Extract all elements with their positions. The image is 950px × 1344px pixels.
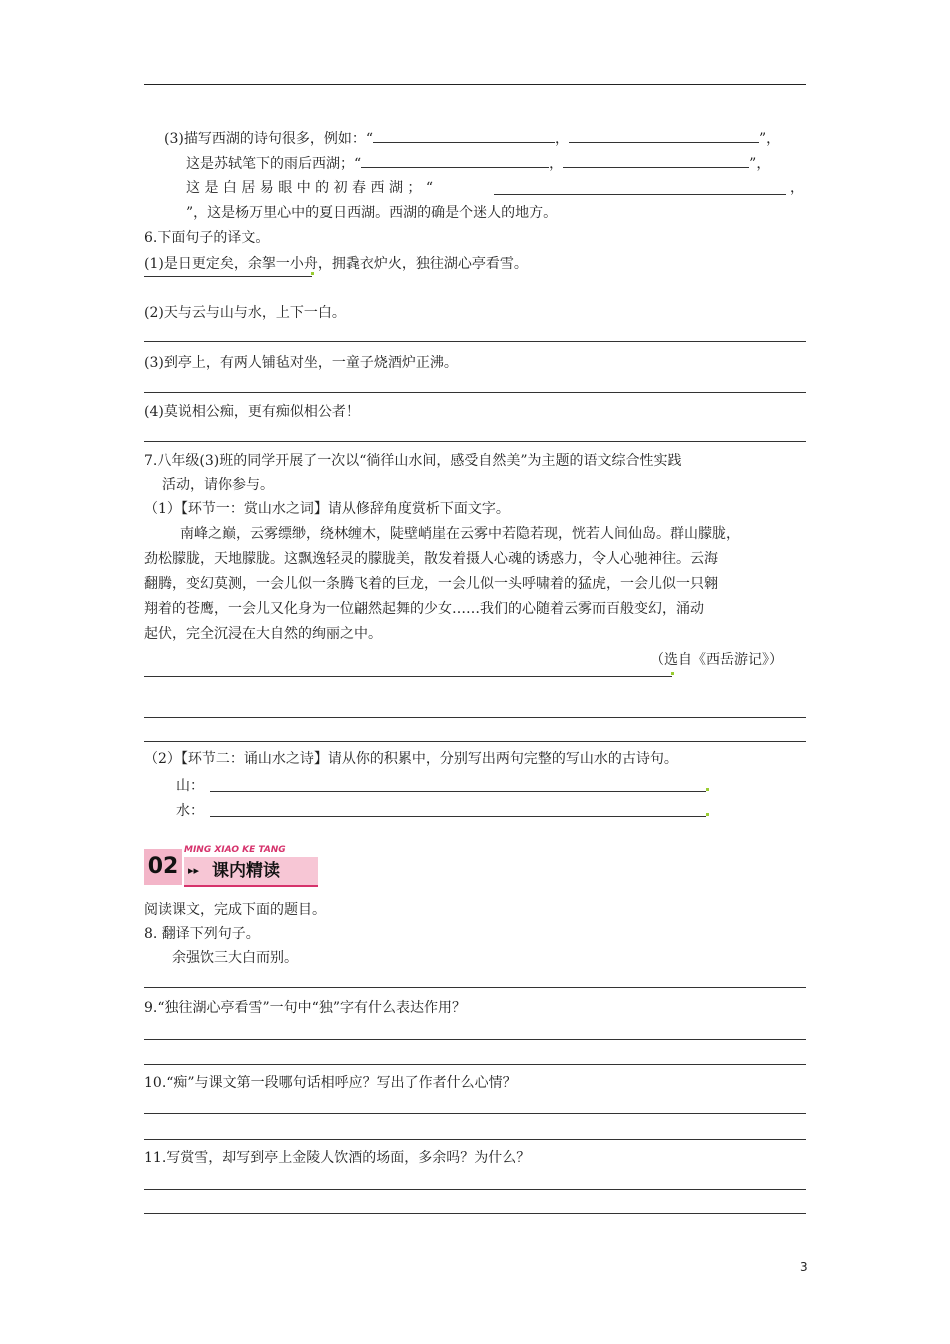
q7-passage-5: 起伏，完全沉浸在大自然的绚丽之中。 <box>144 626 382 642</box>
q8-title: 8. 翻译下列句子。 <box>144 926 260 942</box>
answer-line[interactable] <box>144 1213 806 1214</box>
section-label-box <box>184 857 318 887</box>
q7-title-line1: 7.八年级(3)班的同学开展了一次以“徜徉山水间，感受自然美”为主题的语文综合性实践 <box>144 453 682 469</box>
q9: 9.“独往湖心亭看雪”一句中“独”字有什么表达作用？ <box>144 1000 466 1016</box>
section-title: 课内精读 <box>212 861 280 881</box>
quote-end: ”， <box>759 131 781 147</box>
q7-title-line2: 活动，请你参与。 <box>162 477 274 493</box>
answer-line[interactable] <box>144 1039 806 1040</box>
q7-source: （选自《西岳游记》） <box>650 652 783 668</box>
q7-passage-1: 南峰之巅，云雾缥缈，绕林缠木，陡壁峭崖在云雾中若隐若现，恍若人间仙岛。群山朦胧， <box>180 526 740 542</box>
q11: 11.写赏雪，却写到亭上金陵人饮酒的场面，多余吗？为什么？ <box>144 1150 531 1166</box>
q7-passage-4: 翔着的苍鹰，一会儿又化身为一位翩然起舞的少女……我们的心随着云雾而百般变幻，涌动 <box>144 601 704 617</box>
mountain-answer-line[interactable] <box>210 791 706 792</box>
answer-line[interactable] <box>144 1189 806 1190</box>
q10: 10.“痴”与课文第一段哪句话相呼应？写出了作者什么心情？ <box>144 1075 517 1091</box>
answer-line[interactable] <box>144 741 806 742</box>
q7-water-label: 水： <box>176 803 204 819</box>
q5-line2-prefix: 这是苏轼笔下的雨后西湖；“ <box>186 156 362 172</box>
q7-passage-2: 劲松朦胧，天地朦胧。这飘逸轻灵的朦胧美，散发着摄人心魂的诱惑力，令人心驰神往。云海 <box>144 551 718 567</box>
q6-item-2: (2)天与云与山与水，上下一白。 <box>144 305 346 321</box>
q7-passage-3: 翻腾，变幻莫测，一会儿似一条腾飞着的巨龙，一会儿似一头呼啸着的猛虎，一会儿似一只翱 <box>144 576 718 592</box>
blank[interactable] <box>494 180 786 195</box>
q8-sentence: 余强饮三大白而别。 <box>172 950 298 966</box>
q5-line2 <box>186 153 770 174</box>
cursor-mark <box>311 272 314 275</box>
blank[interactable] <box>361 153 549 168</box>
answer-line[interactable] <box>144 1113 806 1114</box>
answer-line[interactable] <box>144 341 806 342</box>
answer-line[interactable] <box>144 717 806 718</box>
cursor-mark <box>706 788 709 791</box>
cursor-mark <box>671 672 674 675</box>
q7-mountain-label: 山： <box>176 778 204 794</box>
q6-item-3: (3)到亭上，有两人铺毡对坐，一童子烧酒炉正沸。 <box>144 355 458 371</box>
section-banner <box>144 845 318 887</box>
top-rule <box>144 84 806 85</box>
quote-end: ”， <box>749 156 771 172</box>
page-number: 3 <box>800 1260 808 1274</box>
q7-sub2: （2）【环节二：诵山水之诗】请从你的积累中，分别写出两句完整的写山水的古诗句。 <box>144 751 678 767</box>
q6-item-4: (4)莫说相公痴，更有痴似相公者！ <box>144 404 360 420</box>
answer-line[interactable] <box>144 987 806 988</box>
blank[interactable] <box>373 128 555 143</box>
q5-line1-prefix: (3)描写西湖的诗句很多，例如：“ <box>164 131 373 147</box>
answer-line[interactable] <box>144 1064 806 1065</box>
q5-line3 <box>186 178 433 198</box>
answer-line[interactable] <box>144 392 806 393</box>
answer-line[interactable] <box>144 1139 806 1140</box>
section-pinyin: MING XIAO KE TANG <box>184 845 286 855</box>
q5-line3-prefix: 这 是 白 居 易 眼 中 的 初 春 西 湖 ； “ <box>186 180 434 196</box>
blank[interactable] <box>563 153 749 168</box>
q6-title: 6.下面句子的译文。 <box>144 230 270 246</box>
blank[interactable] <box>569 128 759 143</box>
double-arrow-icon: ▸▸ <box>188 864 200 877</box>
answer-line[interactable] <box>144 276 312 277</box>
section-number: 02 <box>144 849 182 885</box>
answer-line[interactable] <box>144 441 806 442</box>
comma: ， <box>549 156 564 172</box>
q6-item-1: (1)是日更定矣，余挐一小舟，拥毳衣炉火，独往湖心亭看雪。 <box>144 256 528 272</box>
q7-sub1: （1）【环节一：赏山水之词】请从修辞角度赏析下面文字。 <box>144 501 510 517</box>
water-answer-line[interactable] <box>210 816 706 817</box>
comma: ， <box>555 131 569 147</box>
q5-line4: ”，这是杨万里心中的夏日西湖。西湖的确是个迷人的地方。 <box>186 205 558 221</box>
q5-line1 <box>164 128 780 149</box>
q5-line3-end: ， <box>790 180 804 196</box>
cursor-mark <box>706 813 709 816</box>
reading-intro: 阅读课文，完成下面的题目。 <box>144 902 326 918</box>
answer-line[interactable] <box>144 676 672 677</box>
